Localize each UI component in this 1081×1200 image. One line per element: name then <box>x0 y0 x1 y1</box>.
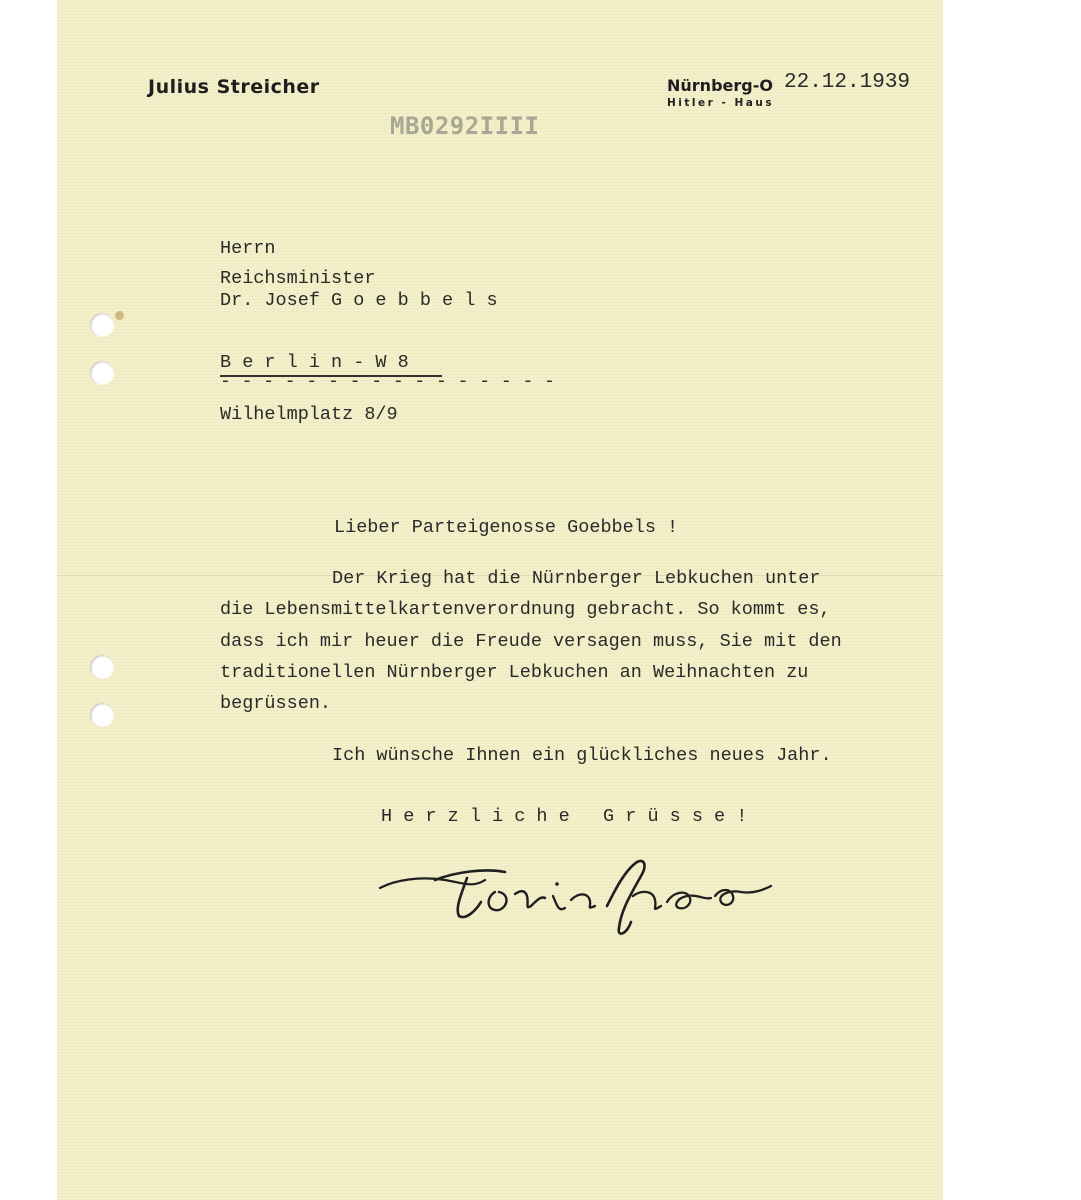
punch-hole <box>90 703 114 727</box>
letterhead-house: Hitler - Haus <box>667 97 775 109</box>
handwritten-signature <box>375 850 895 940</box>
recipient-name: Dr. Josef G o e b b e l s <box>220 290 498 311</box>
paragraph-line: dass ich mir heuer die Freude versagen muss, Sie mit den <box>220 631 842 652</box>
recipient-title: Reichsminister <box>220 268 376 289</box>
archive-stamp: MB0292IIII <box>390 112 540 140</box>
punch-hole <box>90 361 114 385</box>
paragraph-line: die Lebensmittelkartenverordnung gebracht. So kommt es, <box>220 599 831 620</box>
recipient-salutation: Herrn <box>220 238 276 259</box>
recipient-street: Wilhelmplatz 8/9 <box>220 404 398 425</box>
letterhead-sender: Julius Streicher <box>148 76 320 98</box>
paragraph-line: traditionellen Nürnberger Lebkuchen an Weihnachten zu <box>220 662 809 683</box>
new-year-wish: Ich wünsche Ihnen ein glückliches neues Jahr. <box>332 745 832 766</box>
paragraph-line: begrüssen. <box>220 693 332 714</box>
city-underline-dashes: - - - - - - - - - - - - - - - - <box>220 372 555 392</box>
letter-greeting: Lieber Parteigenosse Goebbels ! <box>334 517 679 538</box>
recipient-city: B e r l i n - W 8 <box>220 352 409 373</box>
letter-date: 22.12.1939 <box>784 71 911 94</box>
letter-closing: H e r z l i c h e G r ü s s e ! <box>381 806 748 827</box>
rust-stain <box>115 311 124 320</box>
punch-hole <box>90 313 114 337</box>
paragraph-line: Der Krieg hat die Nürnberger Lebkuchen unter <box>332 568 821 589</box>
letterhead-city: Nürnberg-O <box>667 76 773 95</box>
punch-hole <box>90 655 114 679</box>
